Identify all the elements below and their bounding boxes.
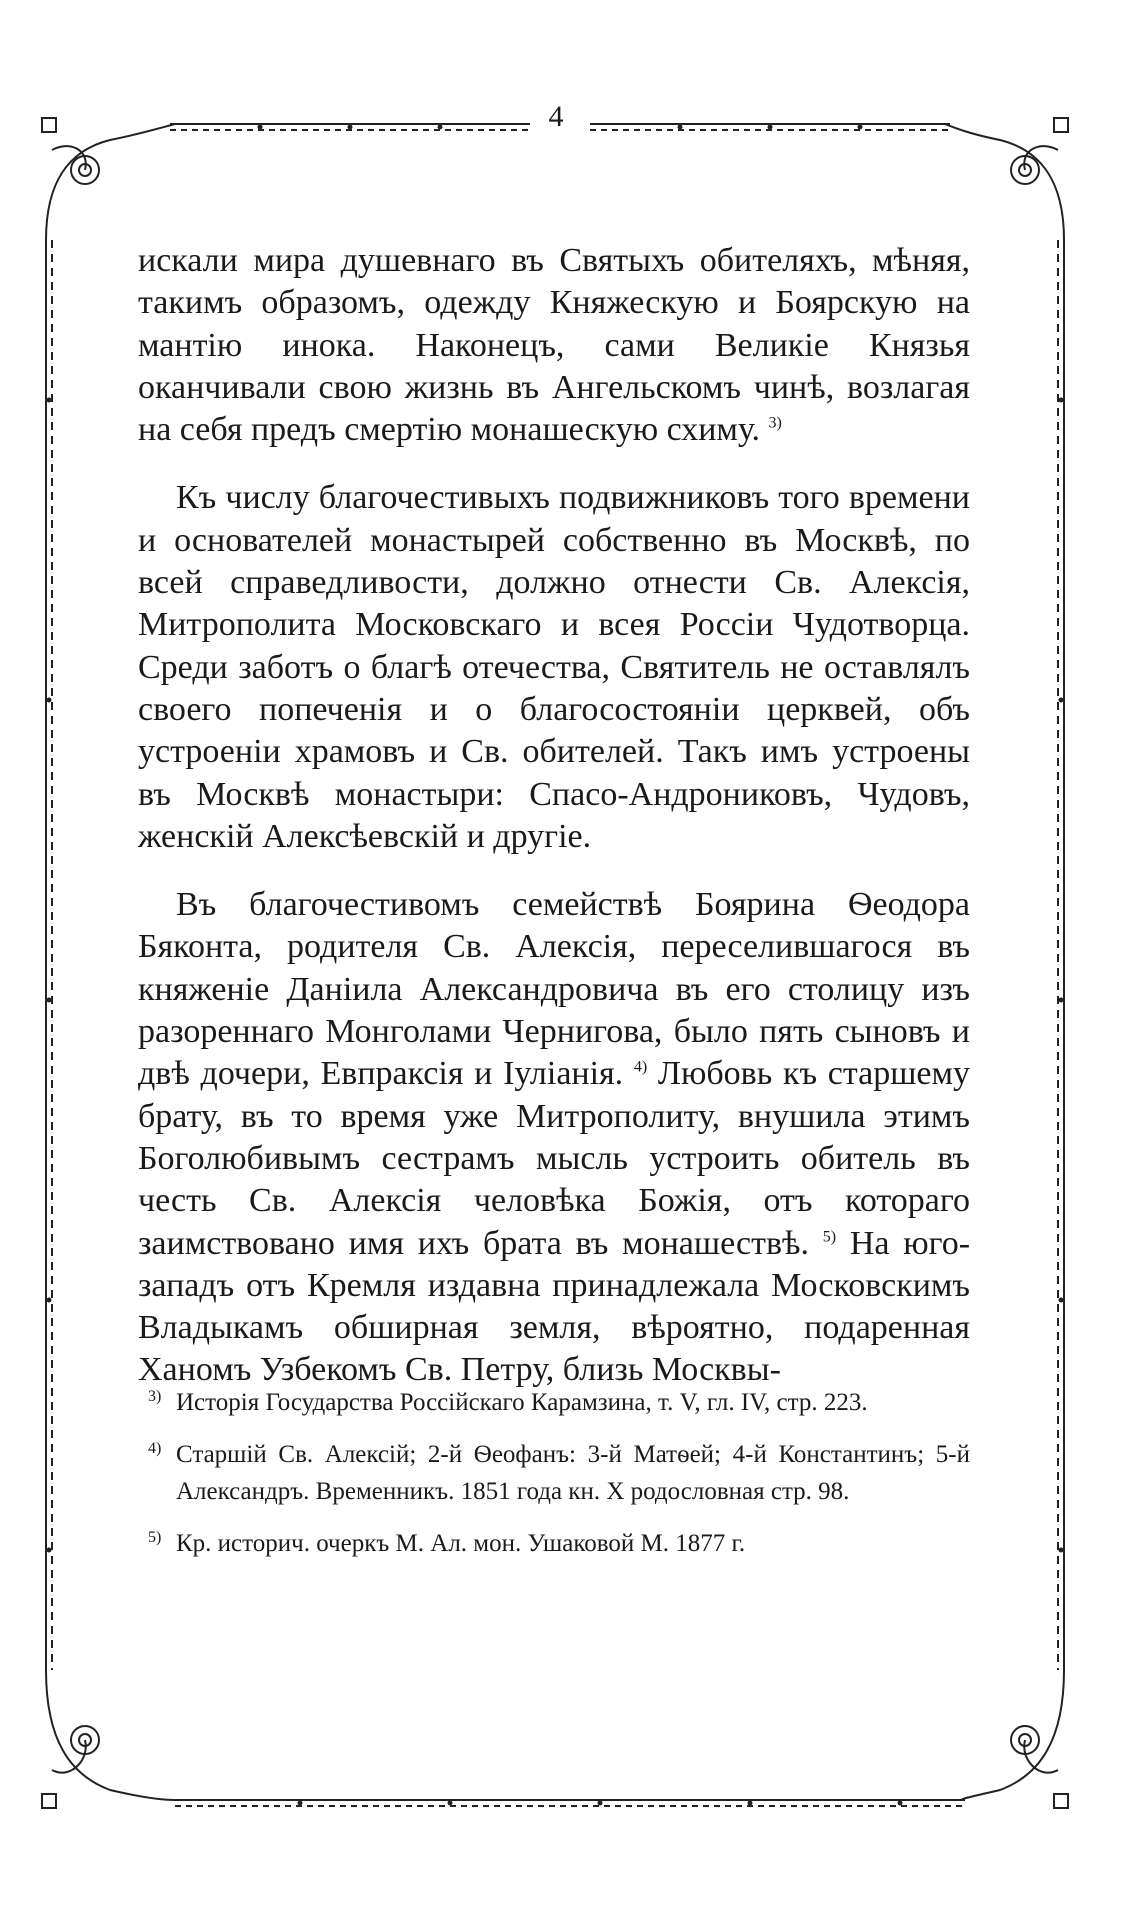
paragraph-2: Къ числу благочестивыхъ подвижниковъ того времени и основателей монастырей собственно въ Москвѣ, по всей справедливости, должно отнести Св. Алексія, Митрополита Московскаго и всея Россіи Чудотворца. Среди заботъ о благѣ отечества, Святитель не оставлялъ своего попеченія и о благосостояніи церквей, объ устроеніи храмовъ и Св. обителей. Такъ имъ устроены въ Москвѣ монастыри: Спасо-Андрониковъ, Чудовъ, женскій Алексѣевскій и другіе. (138, 479, 970, 855)
corner-ornament-bottom-right (962, 1670, 1068, 1808)
footnotes (138, 1384, 970, 1577)
footnote-3: 3) Исторія Государства Россійскаго Карамзина, т. V, гл. IV, стр. 223. (148, 1387, 868, 1416)
corner-ornament-top-left (42, 118, 175, 240)
footnote-5: 5) Кр. историч. очеркъ М. Ал. мон. Ушаковой М. 1877 г. (148, 1528, 746, 1557)
paragraph-1: искали мира душевнаго въ Святыхъ обителяхъ, мѣняя, такимъ образомъ, одежду Княжескую и Боярскую на мантію инока. Наконецъ, сами Великіе Князья оканчивали свою жизнь въ Ангельскомъ чинѣ, возлагая на себя предъ смертію монашескую схиму. $^{3)}$ (138, 242, 970, 449)
footnote-ref-3: 3) (768, 414, 782, 432)
paragraph-3: Въ благочестивомъ семействѣ Боярина Ѳеодора Бяконта, родителя Св. Алексія, переселившагося въ княженіе Даніила Александровича въ его столицу изъ разореннаго Монголами Чернигова, было пять сыновъ и двѣ дочери, Евпраксія и Іуліанія. $^{4)}$ Любовь къ старшему брату, въ то время уже Митрополиту, внушила этимъ Боголюбивымъ сестрамъ мысль устроить обитель въ честь Св. Алексія человѣка Божія, отъ котораго заимствовано имя ихъ брата въ монашествѣ. $^{5)}$ На юго-западъ отъ Кремля издавна принадлежала Московскимъ Владыкамъ обширная земля, вѣроятно, подаренная Ханомъ Узбекомъ Св. Петру, близь Москвы- (138, 886, 971, 1389)
corner-ornament-top-right (945, 118, 1068, 240)
footnote-4: 4) Старшій Св. Алексій; 2-й Ѳеофанъ: 3-й Матѳей; 4-й Константинъ; 5-й Александръ. Временникъ. 1851 года кн. X родословная стр. 98. (148, 1439, 970, 1505)
footnote-ref-5: 5) (822, 1228, 837, 1246)
page-number: 4 (536, 100, 576, 134)
corner-ornament-bottom-left (42, 1670, 175, 1808)
footnote-ref-4: 4) (633, 1059, 648, 1077)
body-text (138, 240, 970, 1392)
